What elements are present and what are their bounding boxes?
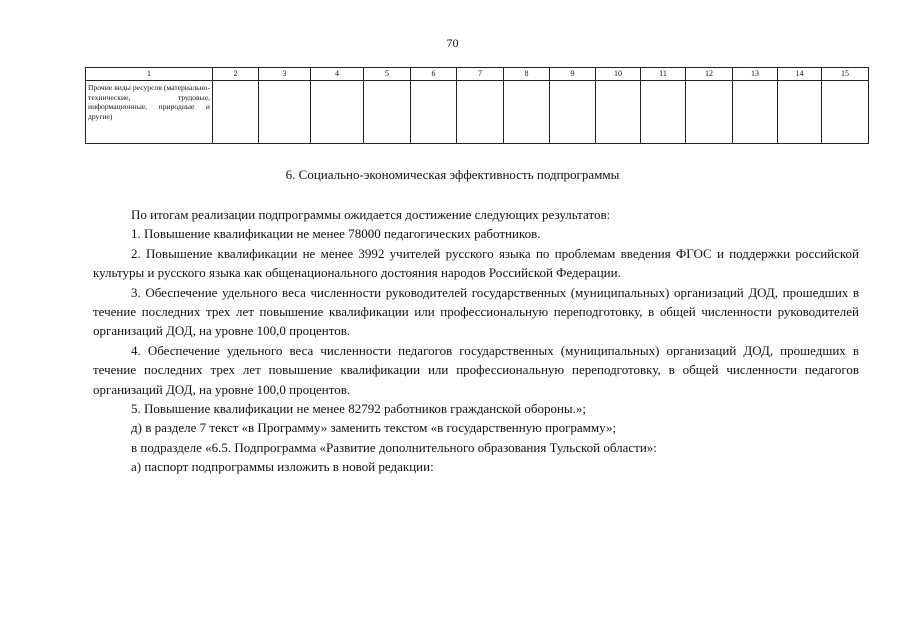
paragraph-result-5: 5. Повышение квалификации не менее 82792 работников гражданской обороны.»; <box>131 401 587 417</box>
table-header-cell: 6 <box>411 68 457 81</box>
table-cell <box>733 81 778 144</box>
table-header-cell: 15 <box>822 68 869 81</box>
table-cell <box>822 81 869 144</box>
resources-table <box>85 67 869 144</box>
table-header-cell: 5 <box>364 68 411 81</box>
paragraph-result-1: 1. Повышение квалификации не менее 78000 педагогических работников. <box>131 226 541 242</box>
table-header-cell: 2 <box>213 68 259 81</box>
table-header-cell: 8 <box>504 68 550 81</box>
table-cell <box>596 81 641 144</box>
table-cell <box>364 81 411 144</box>
table-header-cell: 11 <box>641 68 686 81</box>
section-title: 6. Социально-экономическая эффективность подпрограммы <box>285 167 620 182</box>
table-header-cell: 7 <box>457 68 504 81</box>
table-cell <box>457 81 504 144</box>
table-header-row <box>86 68 869 81</box>
table-cell <box>778 81 822 144</box>
table-cell <box>311 81 364 144</box>
table-header-cell: 10 <box>596 68 641 81</box>
table-header-cell: 3 <box>259 68 311 81</box>
paragraph-amendment-a: а) паспорт подпрограммы изложить в новой редакции: <box>131 459 434 475</box>
table-cell <box>411 81 457 144</box>
table-row-label: Прочие виды ресурсов (материально-технические, трудовые, информационные, природные и другие) <box>88 83 210 121</box>
table-cell <box>550 81 596 144</box>
table-header-cell: 13 <box>733 68 778 81</box>
table-header-cell: 14 <box>778 68 822 81</box>
table-header-cell: 1 <box>86 68 213 81</box>
paragraph-subsection-6-5: в подразделе «6.5. Подпрограмма «Развитие дополнительного образования Тульской области»: <box>131 439 657 455</box>
paragraph-result-3: 3. Обеспечение удельного веса численности руководителей государственных (муниципальных) организаций ДОД, прошедших в течение последних трех лет повышение квалификации или профессиональную переподготовку, в общей численности руководителей организаций ДОД, на уровне 100,0 процентов. <box>93 284 859 339</box>
table-header-cell: 4 <box>311 68 364 81</box>
page-number: 70 <box>446 36 459 50</box>
table-row-label-cell <box>86 81 213 144</box>
table-row <box>86 81 869 144</box>
table-cell <box>686 81 733 144</box>
paragraph-result-4: 4. Обеспечение удельного веса численности педагогов государственных (муниципальных) организаций ДОД, прошедших в течение последних трех лет повышение квалификации или профессиональную переподготовку, в общей численности педагогов организаций ДОД, на уровне 100,0 процентов. <box>93 342 859 397</box>
table-cell <box>504 81 550 144</box>
table-cell <box>213 81 259 144</box>
paragraph-result-2: 2. Повышение квалификации не менее 3992 учителей русского языка по проблемам введения ФГОС и поддержки российской культуры и русского языка как общенационального достояния народов Российской Федерации. <box>93 245 859 281</box>
body-text <box>93 205 859 477</box>
table-header-cell: 12 <box>686 68 733 81</box>
table-cell <box>259 81 311 144</box>
paragraph-amendment-d: д) в разделе 7 текст «в Программу» заменить текстом «в государственную программу»; <box>131 420 617 436</box>
table-cell <box>641 81 686 144</box>
paragraph-intro: По итогам реализации подпрограммы ожидается достижение следующих результатов: <box>131 207 611 222</box>
table-header-cell: 9 <box>550 68 596 81</box>
